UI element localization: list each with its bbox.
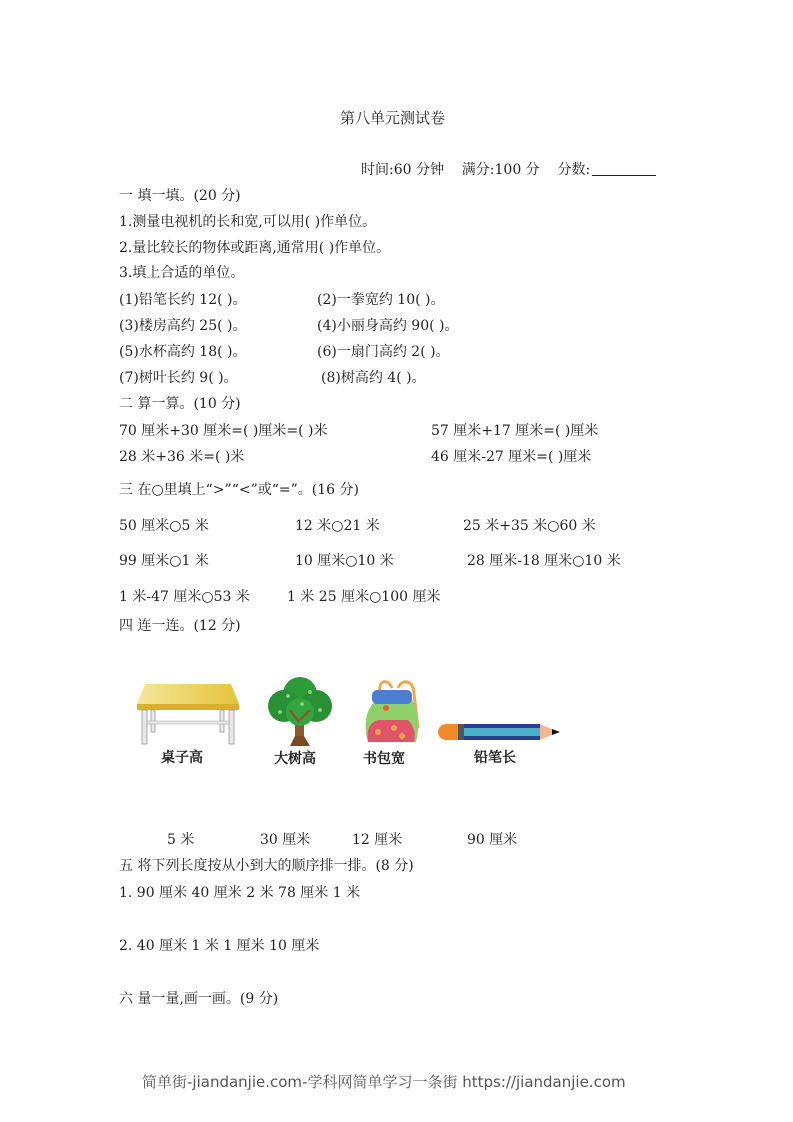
s3-item: 99 厘米○1 米	[119, 553, 209, 569]
backpack-picture	[358, 678, 428, 748]
s3-item: 10 厘米○10 米	[295, 553, 394, 569]
page-title: 第八单元测试卷	[340, 109, 446, 127]
s2-item: 70 厘米+30 厘米=( )厘米=( )米	[119, 423, 328, 439]
section2-heading: 二 算一算。(10 分)	[119, 396, 241, 412]
s1-question-1: 1.测量电视机的长和宽,可以用( )作单位。	[119, 214, 377, 230]
s1-question-3: 3.填上合适的单位。	[119, 265, 245, 281]
time-limit: 时间:60 分钟	[361, 162, 444, 178]
section5-heading: 五 将下列长度按从小到大的顺序排一排。(8 分)	[119, 858, 414, 874]
full-score: 满分:100 分	[461, 162, 540, 178]
section6-heading: 六 量一量,画一画。(9 分)	[119, 991, 279, 1007]
table-picture	[135, 680, 243, 746]
s3-item: 50 厘米○5 米	[119, 518, 209, 534]
answer-option: 12 厘米	[352, 832, 403, 848]
section3-heading: 三 在○里填上“>”“<”或“=”。(16 分)	[119, 482, 359, 498]
s5-question-1: 1. 90 厘米 40 厘米 2 米 78 厘米 1 米	[119, 885, 361, 901]
s2-item: 46 厘米-27 厘米=( )厘米	[431, 449, 592, 465]
s3-item: 1 米 25 厘米○100 厘米	[287, 589, 441, 605]
answer-option: 90 厘米	[467, 832, 518, 848]
s3-item: 12 米○21 米	[295, 518, 380, 534]
s3-item: 1 米-47 厘米○53 米	[119, 589, 250, 605]
s1-item: (5)水杯高约 18( )。	[119, 344, 247, 360]
s1-item: (7)树叶长约 9( )。	[119, 370, 238, 386]
exam-meta	[361, 161, 656, 179]
s1-item: (1)铅笔长约 12( )。	[119, 292, 247, 308]
pencil-picture	[438, 722, 562, 742]
s3-item: 28 厘米-18 厘米○10 米	[467, 553, 621, 569]
s1-item: (3)楼房高约 25( )。	[119, 318, 247, 334]
s1-item: (6)一扇门高约 2( )。	[317, 344, 450, 360]
section1-heading: 一 填一填。(20 分)	[119, 188, 241, 204]
s2-item: 57 厘米+17 厘米=( )厘米	[431, 423, 599, 439]
s1-item: (8)树高约 4( )。	[321, 370, 426, 386]
section4-heading: 四 连一连。(12 分)	[119, 618, 241, 634]
s1-question-2: 2.量比较长的物体或距离,通常用( )作单位。	[119, 240, 391, 256]
tree-picture	[264, 674, 336, 748]
s3-item: 25 米+35 米○60 米	[463, 518, 596, 534]
s1-item: (2)一拳宽约 10( )。	[317, 292, 445, 308]
answer-option: 30 厘米	[260, 832, 311, 848]
answer-option: 5 米	[167, 832, 195, 848]
s5-question-2: 2. 40 厘米 1 米 1 厘米 10 厘米	[119, 938, 320, 954]
score-blank[interactable]	[592, 161, 656, 176]
picture-label: 大树高	[274, 751, 316, 767]
picture-label: 书包宽	[363, 751, 405, 767]
score-label: 分数:	[557, 162, 591, 178]
footer-watermark: 简单街-jiandanjie.com-学科网简单学习一条街 https://jiandanjie.com	[142, 1073, 626, 1091]
s1-item: (4)小丽身高约 90( )。	[317, 318, 459, 334]
s2-item: 28 米+36 米=( )米	[119, 449, 245, 465]
picture-label: 铅笔长	[474, 750, 516, 766]
picture-label: 桌子高	[161, 750, 203, 766]
